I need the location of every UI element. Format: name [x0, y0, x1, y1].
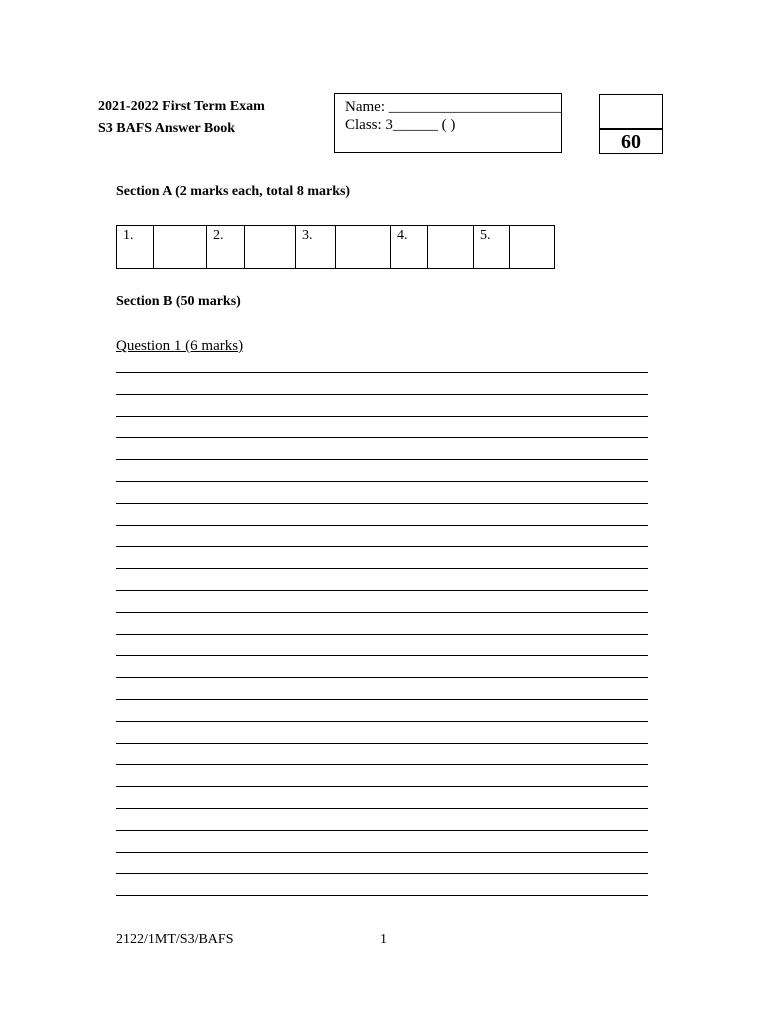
answer-line[interactable] [116, 437, 648, 459]
answer-cell-2[interactable] [245, 226, 296, 269]
answer-line[interactable] [116, 459, 648, 481]
answer-line[interactable] [116, 590, 648, 612]
page-number: 1 [380, 932, 387, 947]
answer-label-4: 4. [391, 226, 428, 269]
section-a-answer-grid [116, 225, 555, 269]
exam-title: 2021-2022 First Term Exam [98, 99, 265, 114]
answer-line[interactable] [116, 873, 648, 895]
answer-line[interactable] [116, 394, 648, 416]
student-info-box [334, 93, 562, 153]
footer-code: 2122/1MT/S3/BAFS [116, 932, 234, 947]
answer-cell-4[interactable] [428, 226, 474, 269]
answer-line[interactable] [116, 830, 648, 852]
answer-label-1: 1. [117, 226, 154, 269]
answer-line[interactable] [116, 612, 648, 634]
answer-line[interactable] [116, 481, 648, 503]
answer-line[interactable] [116, 808, 648, 830]
answer-line[interactable] [116, 634, 648, 656]
question-1-title: Question 1 (6 marks) [116, 338, 244, 354]
answer-line[interactable] [116, 568, 648, 590]
answer-line[interactable] [116, 525, 648, 547]
answer-cell-5[interactable] [510, 226, 555, 269]
answer-label-2: 2. [207, 226, 245, 269]
answer-label-3: 3. [296, 226, 336, 269]
total-marks: 60 [621, 131, 641, 153]
answer-line[interactable] [116, 503, 648, 525]
answer-line[interactable] [116, 546, 648, 568]
exam-header [98, 96, 265, 140]
score-entry-cell[interactable] [600, 95, 662, 130]
answer-line[interactable] [116, 852, 648, 874]
section-a-heading: Section A (2 marks each, total 8 marks) [116, 184, 351, 199]
class-field[interactable]: Class: 3______ ( ) [345, 117, 456, 133]
answer-line[interactable] [116, 895, 648, 917]
answer-writing-area[interactable] [116, 372, 648, 917]
answer-line[interactable] [116, 655, 648, 677]
answer-cell-3[interactable] [336, 226, 391, 269]
answer-line[interactable] [116, 786, 648, 808]
name-field[interactable]: Name: _______________________ [345, 99, 562, 115]
score-box [599, 94, 663, 154]
answer-line[interactable] [116, 677, 648, 699]
answer-line[interactable] [116, 721, 648, 743]
answer-cell-1[interactable] [154, 226, 207, 269]
section-b-heading: Section B (50 marks) [116, 294, 241, 309]
answer-line[interactable] [116, 764, 648, 786]
answer-line[interactable] [116, 416, 648, 438]
answer-label-5: 5. [474, 226, 510, 269]
answer-book-title: S3 BAFS Answer Book [98, 121, 236, 136]
answer-line[interactable] [116, 743, 648, 765]
answer-line[interactable] [116, 699, 648, 721]
answer-line[interactable] [116, 372, 648, 394]
